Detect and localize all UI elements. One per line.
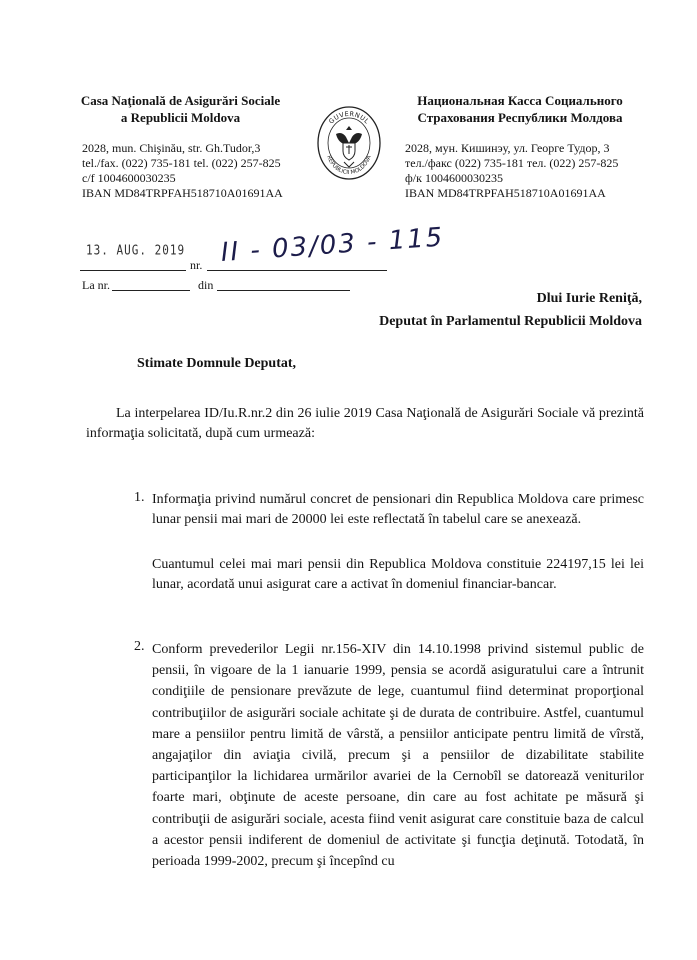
nr-underline [207,270,387,271]
fiscal-code-ru: ф/к 1004600030235 [405,171,503,185]
addressee-title: Deputat în Parlamentul Republicii Moldova [379,314,642,329]
addressee-block [379,287,642,333]
state-seal-icon [316,104,382,182]
intro-paragraph: La interpelarea ID/Iu.R.nr.2 din 26 iulie 2019 Casa Naţională de Asigurări Sociale vă prezintă informaţia solicitată, după cum urmează: [86,406,644,441]
item1-paragraph2: Cuantumul celei mai mari pensii din Republica Moldova constituie 224197,15 lei lei lunar, acordată unui asigurat care a activat în domeniul financiar-bancar. [152,557,644,592]
institution-name-ru-line1: Национальная Касса Социального [417,93,623,108]
institution-name-ru-line2: Страхования Республики Молдова [417,110,623,125]
date-stamp: 13. AUG. 2019 [86,242,186,259]
nr-label: nr. [190,258,203,272]
phones-ru: тел./факс (022) 735-181 тел. (022) 257-825 [405,156,619,170]
institution-name-ro-line1: Casa Naţională de Asigurări Sociale [80,93,281,108]
date-underline [80,270,186,271]
institution-name-ru [400,92,640,126]
addressee-name: Dlui Iurie Reniţă, [536,291,642,306]
svg-text:GUVERNUL: GUVERNUL [327,109,371,126]
contact-block-ro [82,141,283,201]
greeting: Stimate Domnule Deputat, [137,356,297,371]
address-ro: 2028, mun. Chişinău, str. Gh.Tudor,3 [82,141,261,155]
registration-number-handwritten: II - 03/03 - 115 [219,222,446,268]
iban-ru: IBAN MD84TRPFAH518710A01691AA [405,186,606,200]
address-ru: 2028, мун. Кишинэу, ул. Георге Тудор, 3 [405,141,610,155]
item1-paragraph1: Informaţia privind numărul concret de pensionari din Republica Moldova care primesc lunar pensii mai mari de 20000 lei este reflectată în tabelul care se anexează. [152,492,644,527]
svg-text:REPUBLICII MOLDOVA: REPUBLICII MOLDOVA [325,154,373,177]
fiscal-code-ro: c/f 1004600030235 [82,171,176,185]
institution-name-ro [78,92,283,126]
item2-number: 2. [134,639,145,654]
din-label: din [198,278,214,292]
la-nr-underline [112,290,190,291]
contact-block-ru [405,141,618,201]
item2-paragraph1: Conform prevederilor Legii nr.156-XIV din 14.10.1998 privind sistemul public de pensii, în vigoare de la 1 ianuarie 1999, pensia se acordă asiguratului care a întrunit condiţiile de pensionare prevăzute de lege, cuantumul fiind determinat proporţional contribuţiilor de asigurări sociale achitate şi de durata de contribuire. Astfel, cuantumul mare a pensiilor pentru limită de vârstă, a pensiilor anticipate pentru limită de vîrstă, angajaţilor din aviaţia civilă, precum şi a pensiilor de dizabilitate stabilite participanţilor la lichidarea urmărilor avariei de la Cernobîl se datorează veniturilor foarte mari, obţinute de aceste persoane, din care au fost achitate pe măsură şi contribuţii de asigurări sociale, acesta fiind venit asigurat care constituie baza de calcul a acestor pensii indiferent de domeniul de activitate şi funcţia deţinută. Totodată, în perioada 1999-2002, precum şi începînd cu [152,642,644,870]
phones-ro: tel./fax. (022) 735-181 tel. (022) 257-825 [82,156,281,170]
item1-number: 1. [134,490,145,505]
iban-ro: IBAN MD84TRPFAH518710A01691AA [82,186,283,200]
la-nr-label: La nr. [82,278,110,292]
institution-name-ro-line2: a Republicii Moldova [120,110,241,125]
din-underline [217,290,350,291]
